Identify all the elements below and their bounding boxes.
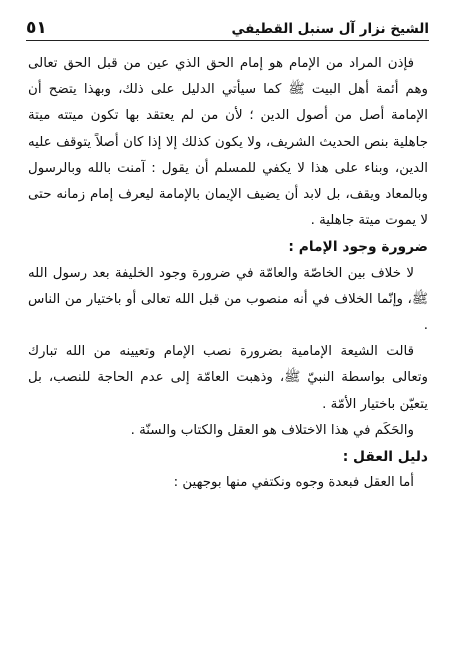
paragraph-no-dispute: لا خلاف بين الخاصّة والعامّة في ضرورة وجود الخليفة بعد رسول الله ﷺ، وإنّما الخلاف في أنه منصوب من قبل الله تعالى أو باختيار من الناس .: [28, 265, 428, 334]
paragraph-arbiter: والحَكَم في هذا الاختلاف هو العقل والكتاب والسنّة .: [130, 422, 414, 438]
page-number: ٥١: [26, 18, 47, 38]
page-body: [28, 51, 428, 496]
paragraph-shia-position: قالت الشيعة الإمامية بضرورة نصب الإمام وتعيينه من الله تبارك وتعالى بواسطة النبيّ ﷺ، وذهبت العامّة إلى عدم الحاجة للنصب، بل يتعيّن باختيار الأمّة .: [28, 344, 428, 412]
paragraph-rational-proof-intro: أما العقل فبعدة وجوه ونكتفي منها بوجهين :: [173, 475, 414, 491]
section-heading-necessity-of-imam: ضرورة وجود الإمام :: [288, 239, 428, 256]
running-title: الشيخ نزار آل سنبل القطيفي: [231, 21, 429, 37]
page-header: [26, 14, 429, 41]
paragraph-imamate-definition: فإذن المراد من الإمام هو إمام الحق الذي عين من قبل الحق تعالى وهم أئمة أهل البيت ﷺ كما سيأتي الدليل على ذلك، وبهذا يتضح أن الإمامة أصل من أصول الدين ؛ لأن من لم يعتقد بها تكون ميتته ميتة جاهلية بنص الحديث الشريف، ولا يكون كذلك إلا إذا كان أصلاً يتوقف عليه الدين، وبناء على هذا لا يكفي للمسلم أن يقول : آمنت بالله وبالرسول وبالمعاد ويقف، بل لابد أن يضيف الإيمان بالإمامة ليعرف إمام زمانه حتى لا يموت ميتة جاهلية .: [28, 56, 428, 229]
section-heading-rational-proof: دليل العقل :: [342, 449, 428, 466]
